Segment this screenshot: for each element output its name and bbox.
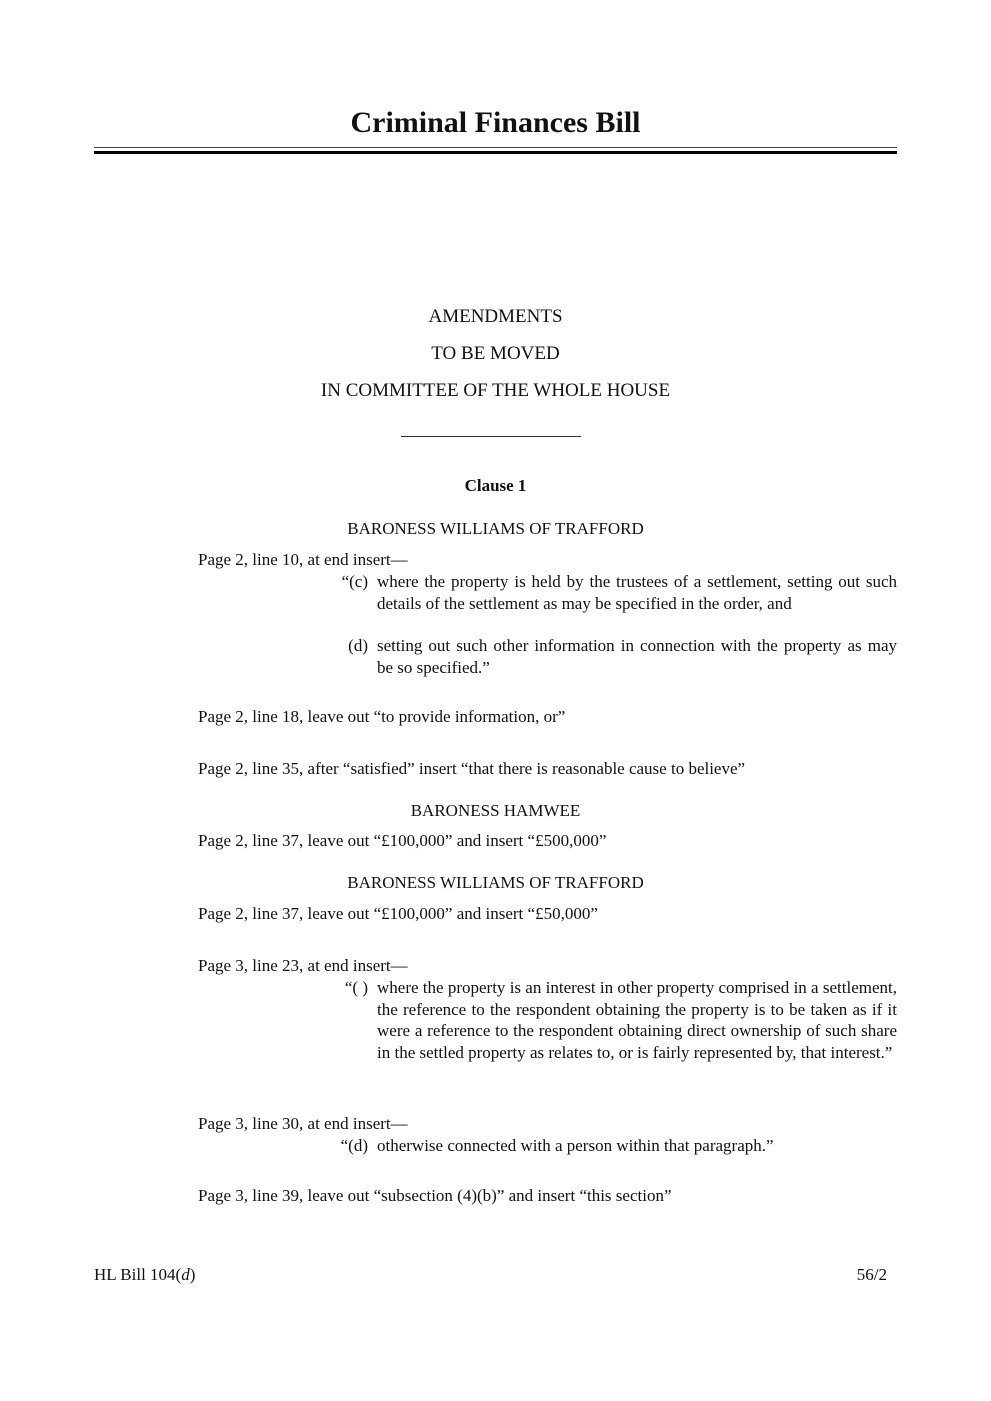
member-name: BARONESS WILLIAMS OF TRAFFORD — [347, 873, 644, 892]
document-title: Criminal Finances Bill — [350, 106, 641, 139]
page-reference: 56/2 — [856, 1265, 887, 1284]
bill-reference — [94, 1265, 195, 1285]
heading-committee: IN COMMITTEE OF THE WHOLE HOUSE — [320, 380, 671, 401]
amendment-line: Page 2, line 37, leave out “£100,000” and insert “£500,000” — [198, 831, 607, 850]
item-text: where the property is an interest in other property comprised in a settlement, the reference to the respondent obtaining the property is to be taken as if it were a reference to the respondent obtaining direct ownership of such share in the settled property as relates to, or is fairly represented by, that interest.” — [377, 978, 897, 1062]
section-divider — [401, 436, 581, 437]
bill-ref-suffix: ) — [189, 1265, 196, 1284]
title-rule-thick — [94, 151, 897, 154]
amendment-item — [320, 1135, 897, 1157]
item-label: “(d) — [340, 1136, 368, 1155]
amendment-line: Page 3, line 23, at end insert— — [198, 956, 408, 975]
amendment-line: Page 2, line 35, after “satisfied” insert “that there is reasonable cause to believe” — [198, 759, 746, 778]
amendment-line: Page 2, line 37, leave out “£100,000” and insert “£50,000” — [198, 904, 598, 923]
amendment-item — [320, 977, 897, 1063]
item-text: setting out such other information in connection with the property as may be so specified.” — [377, 636, 897, 677]
item-text: where the property is held by the trustees of a settlement, setting out such details of the settlement as may be specified in the order, and — [377, 572, 897, 613]
bill-ref-prefix: HL Bill 104( — [94, 1265, 182, 1284]
amendment-item — [320, 571, 897, 614]
amendment-line: Page 3, line 39, leave out “subsection (4)(b)” and insert “this section” — [198, 1186, 672, 1205]
clause-heading: Clause 1 — [464, 476, 527, 495]
heading-amendments: AMENDMENTS — [428, 306, 563, 327]
item-label: (d) — [348, 636, 368, 655]
bill-ref-italic: d — [181, 1265, 190, 1284]
amendment-line: Page 2, line 18, leave out “to provide information, or” — [198, 707, 566, 726]
member-name: BARONESS WILLIAMS OF TRAFFORD — [347, 519, 644, 538]
item-label: “( ) — [344, 978, 368, 997]
amendment-item — [320, 635, 897, 678]
heading-to-be-moved: TO BE MOVED — [431, 343, 560, 364]
amendment-line: Page 2, line 10, at end insert— — [198, 550, 408, 569]
title-rule-thin — [94, 147, 897, 148]
item-label: “(c) — [341, 572, 368, 591]
amendment-line: Page 3, line 30, at end insert— — [198, 1114, 408, 1133]
member-name: BARONESS HAMWEE — [410, 801, 581, 820]
item-text: otherwise connected with a person within that paragraph.” — [377, 1136, 774, 1155]
